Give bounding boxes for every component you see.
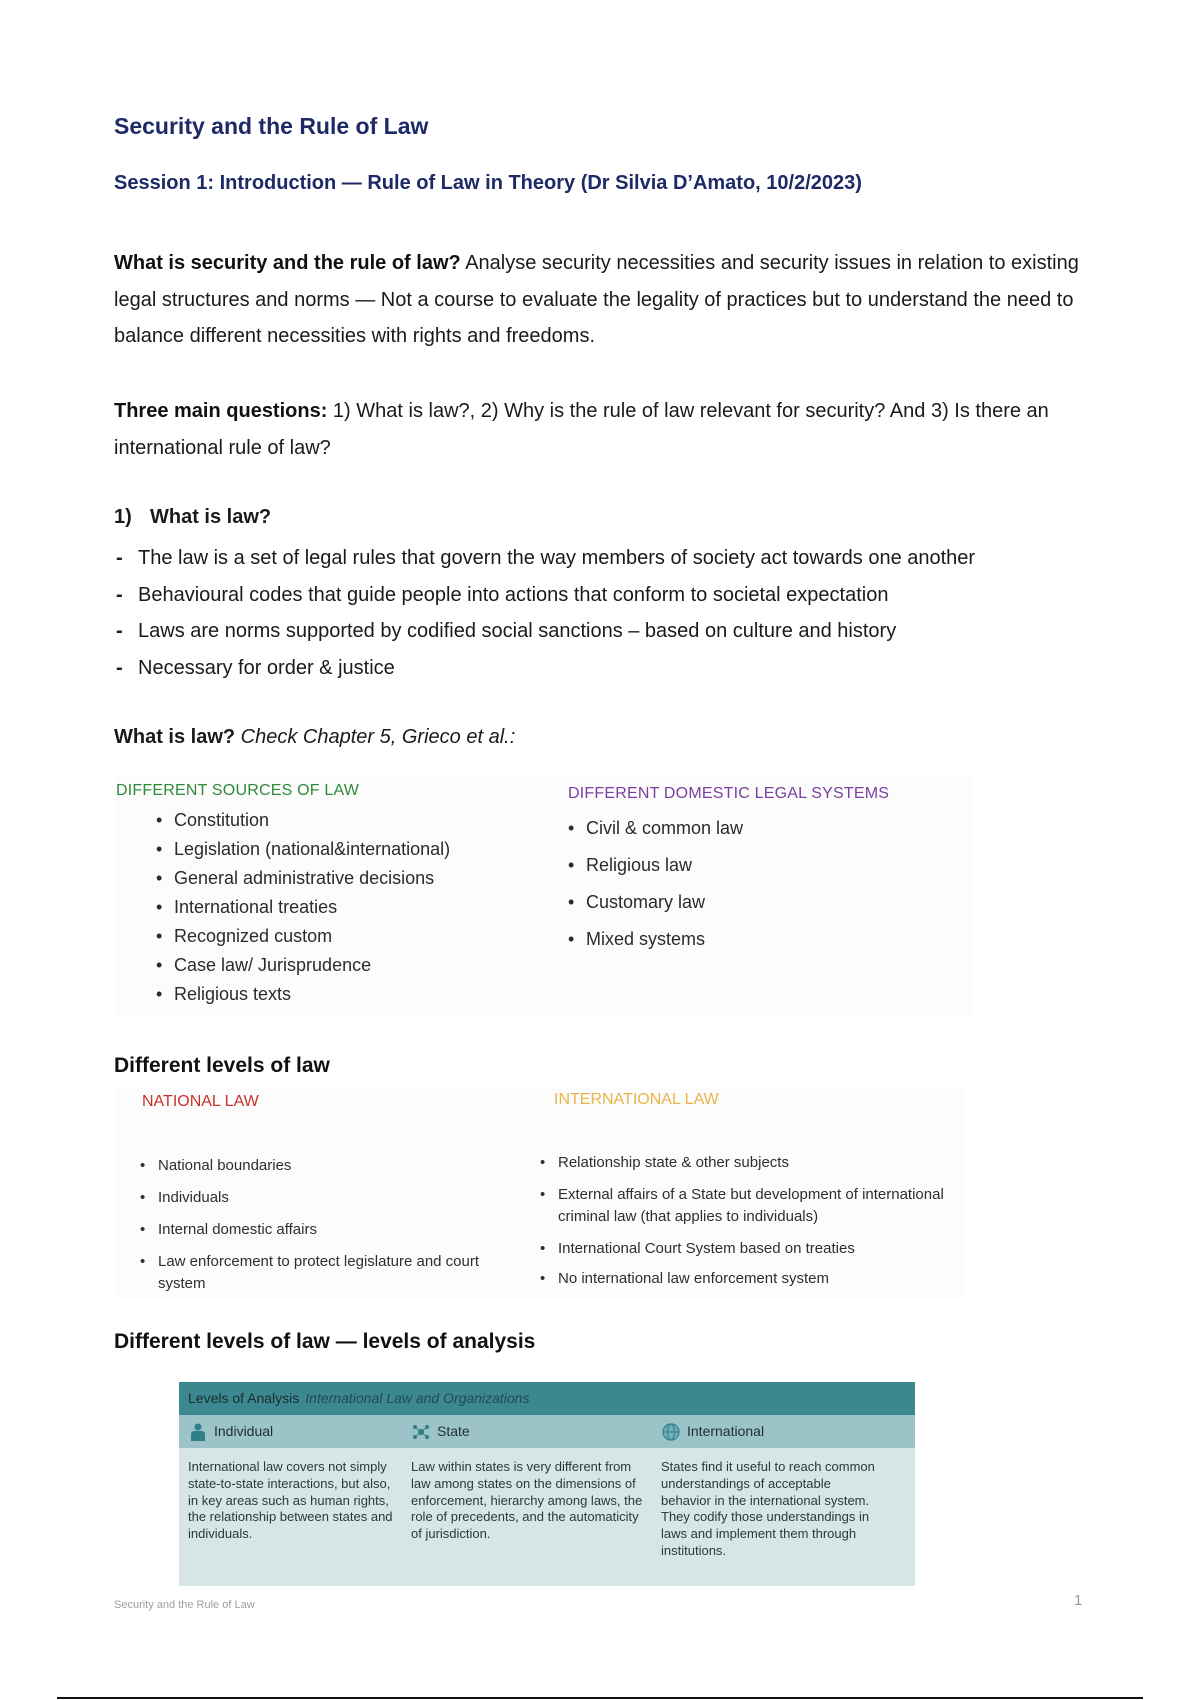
list-item: - Laws are norms supported by codified social sanctions – based on culture and history — [114, 613, 1114, 650]
intro-text: Analyse security necessities and security issues in relation to existing legal structures and norms — Not a course to evaluate the legality of practices but to understand the need to balance different necessities with rights and freedoms. — [114, 252, 1079, 347]
intro-paragraph — [114, 245, 1094, 355]
check-chapter-line — [114, 726, 515, 749]
column-header-individual — [188, 1415, 273, 1448]
what-is-law-number: 1) — [114, 506, 132, 528]
page-bottom-rule — [57, 1697, 1143, 1699]
what-is-law-title: What is law? — [150, 506, 272, 528]
list-item: • Recognized custom — [154, 922, 450, 951]
session-heading: Session 1: Introduction — Rule of Law in Theory (Dr Silvia D’Amato, 10/2/2023) — [114, 172, 862, 194]
international-law-list — [538, 1152, 953, 1290]
sources-slide — [114, 776, 974, 1016]
globe-icon — [661, 1422, 681, 1442]
table-subtitle: International Law and Organizations — [305, 1390, 530, 1406]
list-item: • Law enforcement to protect legislature and court system — [138, 1251, 488, 1295]
list-item: • International treaties — [154, 893, 450, 922]
list-item: • Legislation (national&international) — [154, 835, 450, 864]
column-text-international: States find it useful to reach common understandings of acceptable behavior in the international system. They codify those understandings in laws and implement them through institutions. — [661, 1459, 875, 1558]
questions-lead: Three main questions: — [114, 400, 328, 422]
analysis-heading: Different levels of law — levels of analysis — [114, 1330, 536, 1353]
check-text: Check Chapter 5, Grieco et al.: — [235, 726, 516, 748]
systems-list — [566, 810, 743, 958]
what-is-law-list — [114, 540, 1114, 686]
list-item: - The law is a set of legal rules that govern the way members of society act towards one another — [114, 540, 1114, 577]
list-item: • Religious texts — [154, 980, 450, 1009]
questions-text: 1) What is law?, 2) Why is the rule of law relevant for security? And 3) Is there an international rule of law? — [114, 400, 1049, 459]
list-item: - Behavioural codes that guide people into actions that conform to societal expectation — [114, 577, 1114, 614]
column-text-state: Law within states is very different from law among states on the dimensions of enforcement, hierarchy among laws, the role of precedents, and the automaticity of jurisdiction. — [411, 1459, 643, 1542]
column-header-state — [411, 1415, 470, 1448]
national-law-list — [138, 1155, 488, 1295]
list-item: • Religious law — [566, 847, 743, 884]
table-title: Levels of Analysis — [188, 1390, 300, 1406]
list-item: • Constitution — [154, 806, 450, 835]
international-law-title: INTERNATIONAL LAW — [554, 1091, 719, 1108]
list-item: • Civil & common law — [566, 810, 743, 847]
list-item: • General administrative decisions — [154, 864, 450, 893]
list-item: • Customary law — [566, 884, 743, 921]
list-item: • Case law/ Jurisprudence — [154, 951, 450, 980]
table-column-headers — [179, 1415, 915, 1448]
document-title: Security and the Rule of Law — [114, 113, 429, 139]
column-label: International — [687, 1423, 765, 1439]
list-item: • Relationship state & other subjects — [538, 1152, 953, 1174]
check-lead: What is law? — [114, 726, 236, 748]
list-item: • National boundaries — [138, 1155, 488, 1177]
column-label: Individual — [214, 1423, 274, 1439]
levels-heading: Different levels of law — [114, 1054, 330, 1077]
list-item: • No international law enforcement system — [538, 1268, 953, 1290]
national-law-title: NATIONAL LAW — [142, 1093, 259, 1110]
page-number: 1 — [1074, 1592, 1083, 1609]
footer-document-name: Security and the Rule of Law — [114, 1599, 255, 1611]
list-item: - Necessary for order & justice — [114, 650, 1114, 687]
questions-paragraph — [114, 393, 1094, 466]
levels-slide — [114, 1088, 964, 1298]
table-header — [179, 1382, 915, 1415]
column-header-international — [661, 1415, 764, 1448]
list-item: • Internal domestic affairs — [138, 1219, 488, 1241]
list-item: • Individuals — [138, 1187, 488, 1209]
person-icon — [188, 1422, 208, 1442]
sources-title: DIFFERENT SOURCES OF LAW — [116, 782, 360, 799]
intro-lead: What is security and the rule of law? — [114, 252, 461, 274]
list-item: • International Court System based on treaties — [538, 1238, 953, 1260]
list-item: • Mixed systems — [566, 921, 743, 958]
state-cluster-icon — [411, 1422, 431, 1442]
systems-title: DIFFERENT DOMESTIC LEGAL SYSTEMS — [568, 785, 890, 802]
column-text-individual: International law covers not simply state-to-state interactions, but also, in key areas such as human rights, the relationship between states and individuals. — [188, 1459, 393, 1542]
what-is-law-heading — [114, 506, 271, 529]
sources-list — [154, 806, 450, 1009]
column-label: State — [437, 1423, 470, 1439]
levels-of-analysis-table — [179, 1382, 915, 1586]
list-item: • External affairs of a State but development of international criminal law (that applies to individuals) — [538, 1184, 953, 1228]
